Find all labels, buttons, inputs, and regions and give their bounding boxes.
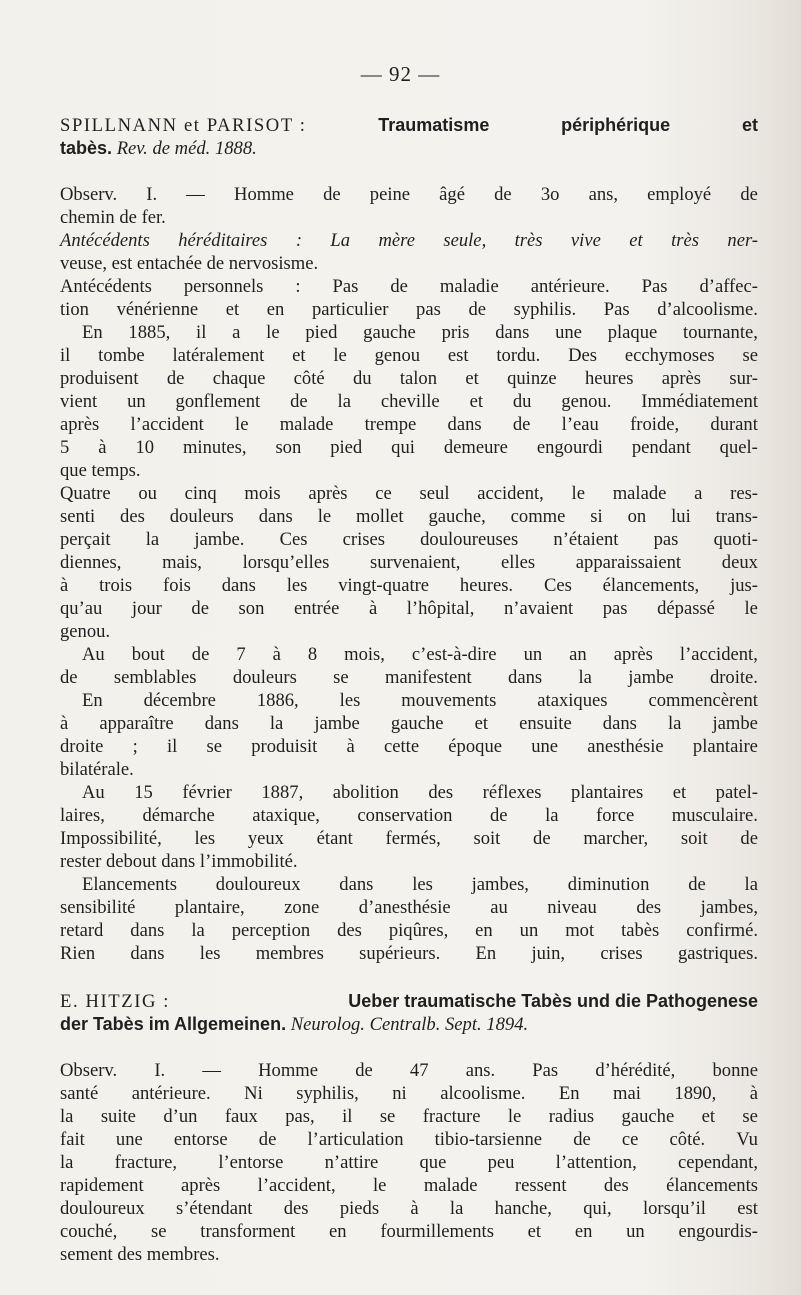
entry2-line: rapidement après l’accident, le malade ressent des élancements xyxy=(60,1175,758,1196)
entry1-title-word4: tabès. xyxy=(60,138,113,158)
entry1-title-word2: périphérique xyxy=(561,115,671,135)
entry2-author: E. HITZIG : xyxy=(60,991,171,1012)
entry2-source: Neurolog. Centralb. Sept. 1894. xyxy=(290,1014,529,1035)
entry1-title-word3: et xyxy=(741,115,758,135)
entry1-line: Impossibilité, les yeux étant fermés, soit de marcher, soit de xyxy=(60,828,758,849)
entry1-line: perçait la jambe. Ces crises douloureuses n’étaient pas quoti- xyxy=(60,529,758,550)
entry2-line: douloureux s’étendant des pieds à la hanche, qui, lorsqu’il est xyxy=(60,1198,758,1219)
entry1-source: Rev. de méd. 1888. xyxy=(116,138,257,159)
entry1-line: Elancements douloureux dans les jambes, diminution de la xyxy=(82,874,758,895)
entry2-line: santé antérieure. Ni syphilis, ni alcoolisme. En mai 1890, à xyxy=(60,1083,758,1104)
entry1-line: En décembre 1886, les mouvements ataxiques commencèrent xyxy=(82,690,758,711)
entry1-line: tion vénérienne et en particulier pas de syphilis. Pas d’alcoolisme. xyxy=(60,299,758,320)
entry1-line: Au bout de 7 à 8 mois, c’est-à-dire un an après l’accident, xyxy=(82,644,758,665)
entry1-line: il tombe latéralement et le genou est tordu. Des ecchymoses se xyxy=(60,345,758,366)
entry1-title-word1: Traumatisme xyxy=(378,115,490,135)
entry2-heading-line2 xyxy=(60,1013,758,1036)
entry2-line: la fracture, l’entorse n’attire que peu l’attention, cependant, xyxy=(60,1152,758,1173)
entry1-line: Antécédents personnels : Pas de maladie antérieure. Pas d’affec- xyxy=(60,276,758,297)
entry1-line: genou. xyxy=(60,621,111,642)
entry1-line: chemin de fer. xyxy=(60,207,166,228)
entry1-line: produisent de chaque côté du talon et quinze heures après sur- xyxy=(60,368,758,389)
entry2-line: sement des membres. xyxy=(60,1244,220,1265)
entry1-line: qu’au jour de son entrée à l’hôpital, n’avaient pas dépassé le xyxy=(60,598,758,619)
entry1-line: 5 à 10 minutes, son pied qui demeure engourdi pendant quel- xyxy=(60,437,758,458)
entry1-line: Quatre ou cinq mois après ce seul accident, le malade a res- xyxy=(60,483,758,504)
entry1-line: droite ; il se produisit à cette époque une anesthésie plantaire xyxy=(60,736,758,757)
entry1-heading-line1 xyxy=(60,114,758,137)
entry1-line: laires, démarche ataxique, conservation de la force musculaire. xyxy=(60,805,758,826)
entry1-line: En 1885, il a le pied gauche pris dans une plaque tournante, xyxy=(82,322,758,343)
entry1-line: Au 15 février 1887, abolition des réflexes plantaires et patel- xyxy=(82,782,758,803)
entry1-author: SPILLNANN et PARISOT : xyxy=(60,115,307,136)
entry1-line: bilatérale. xyxy=(60,759,134,780)
entry1-line: que temps. xyxy=(60,460,141,481)
entry2-line: fait une entorse de l’articulation tibio-tarsienne de ce côté. Vu xyxy=(60,1129,758,1150)
entry1-line: à apparaître dans la jambe gauche et ensuite dans la jambe xyxy=(60,713,758,734)
entry1-line: Rien dans les membres supérieurs. En juin, crises gastriques. xyxy=(60,943,758,964)
entry2-title-part1: Ueber traumatische Tabès und die Pathogenese xyxy=(348,991,758,1011)
entry1-line: diennes, mais, lorsqu’elles survenaient, elles apparaissaient deux xyxy=(60,552,758,573)
entry1-line: à trois fois dans les vingt-quatre heures. Ces élancements, jus- xyxy=(60,575,758,596)
entry2-title-part2: der Tabès im Allgemeinen. xyxy=(60,1014,287,1034)
entry1-line: veuse, est entachée de nervosisme. xyxy=(60,253,319,274)
entry1-line: après l’accident le malade trempe dans de l’eau froide, durant xyxy=(60,414,758,435)
page-number: — 92 — xyxy=(360,62,441,86)
entry1-line: senti des douleurs dans le mollet gauche, comme si on lui trans- xyxy=(60,506,758,527)
entry1-line: Antécédents héréditaires : La mère seule, très vive et très ner- xyxy=(60,230,758,251)
entry1-line: de semblables douleurs se manifestent dans la jambe droite. xyxy=(60,667,758,688)
entry1-line: retard dans la perception des piqûres, en un mot tabès confirmé. xyxy=(60,920,758,941)
entry1-line: rester debout dans l’immobilité. xyxy=(60,851,298,872)
entry2-line: Observ. I. — Homme de 47 ans. Pas d’hérédité, bonne xyxy=(60,1060,758,1081)
entry1-line: vient un gonflement de la cheville et du genou. Immédiatement xyxy=(60,391,758,412)
entry1-line: sensibilité plantaire, zone d’anesthésie au niveau des jambes, xyxy=(60,897,758,918)
entry1-line: Observ. I. — Homme de peine âgé de 3o ans, employé de xyxy=(60,184,758,205)
entry2-line: couché, se transforment en fourmillements et en un engourdis- xyxy=(60,1221,758,1242)
entry1-heading-line2 xyxy=(60,137,758,160)
page-content xyxy=(60,114,758,1266)
entry2-heading-line1 xyxy=(60,990,758,1013)
entry2-line: la suite d’un faux pas, il se fracture le radius gauche et se xyxy=(60,1106,758,1127)
